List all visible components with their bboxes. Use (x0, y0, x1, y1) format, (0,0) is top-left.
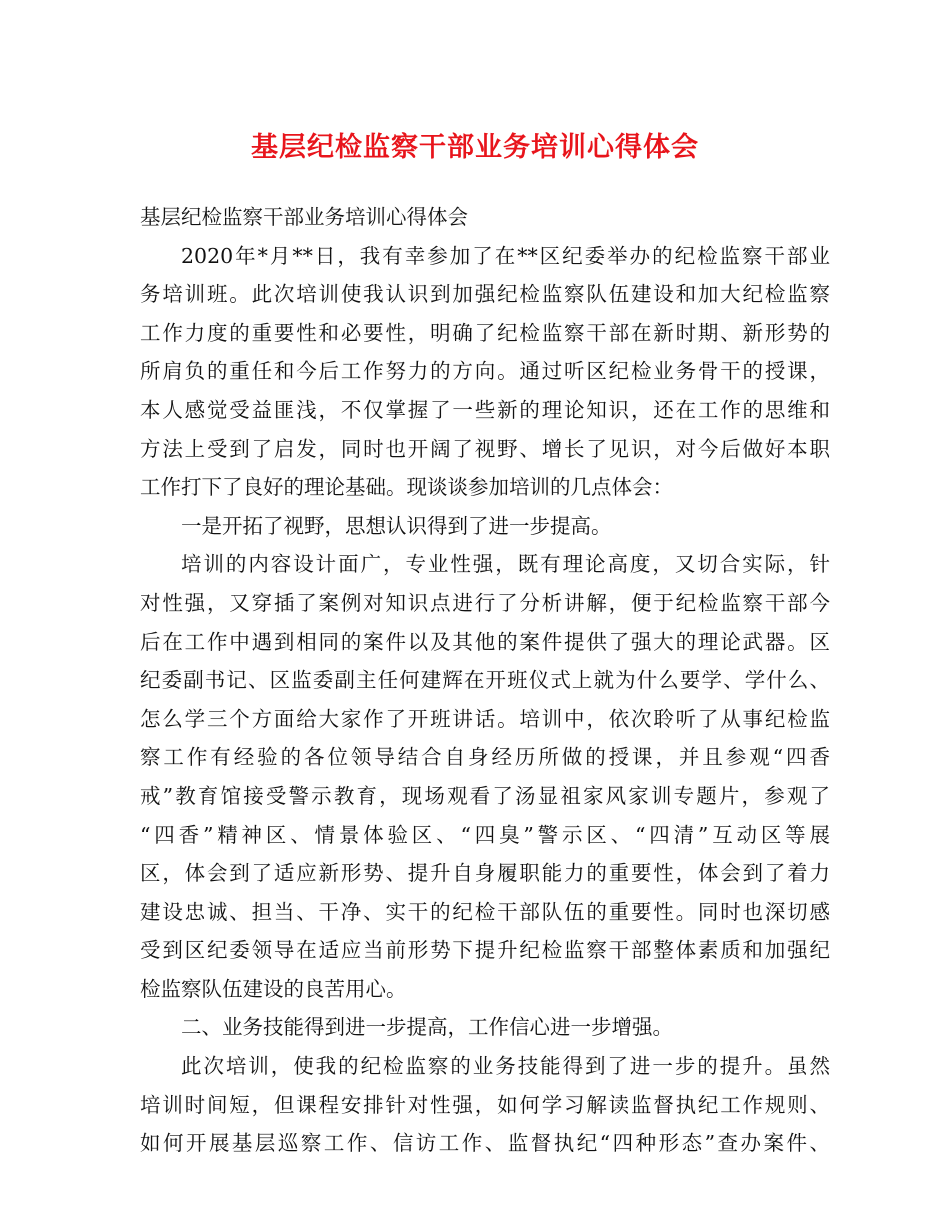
text-line: 培训的内容设计面广，专业性强，既有理论高度，又切合实际，针 (181, 552, 830, 577)
text-line: 戒”教育馆接受警示教育，现场观看了汤显祖家风家训专题片，参观了 (140, 783, 830, 808)
text-line: 本人感觉受益匪浅，不仅掌握了一些新的理论知识，还在工作的思维和 (140, 397, 830, 422)
text-line: 工作打下了良好的理论基础。现谈谈参加培训的几点体会： (140, 475, 673, 500)
text-line: 怎么学三个方面给大家作了开班讲话。培训中，依次聆听了从事纪检监 (140, 706, 830, 731)
text-line: 所肩负的重任和今后工作努力的方向。通过听区纪检业务骨干的授课， (140, 359, 830, 384)
text-line: 务培训班。此次培训使我认识到加强纪检监察队伍建设和加大纪检监察 (140, 282, 830, 307)
text-line: 方法上受到了启发，同时也开阔了视野、增长了见识，对今后做好本职 (140, 436, 830, 461)
text-line: 对性强，又穿插了案例对知识点进行了分析讲解，便于纪检监察干部今 (140, 590, 830, 615)
text-line: 受到区纪委领导在适应当前形势下提升纪检监察干部整体素质和加强纪 (140, 938, 830, 963)
paragraph (140, 1047, 830, 1163)
paragraph (140, 545, 830, 1008)
text-line: 基层纪检监察干部业务培训心得体会 (140, 205, 468, 229)
document-body (140, 198, 830, 1163)
text-line: 检监察队伍建设的良苦用心。 (140, 976, 407, 1001)
text-line: 建设忠诚、担当、干净、实干的纪检干部队伍的重要性。同时也深切感 (140, 899, 830, 924)
text-line: 2020年*月**日，我有幸参加了在**区纪委举办的纪检监察干部业 (181, 243, 830, 268)
paragraph (140, 198, 830, 237)
text-line: 此次培训，使我的纪检监察的业务技能得到了进一步的提升。虽然 (181, 1054, 830, 1079)
text-line: 察工作有经验的各位领导结合自身经历所做的授课，并且参观“四香 (140, 745, 830, 770)
paragraph (140, 507, 830, 546)
text-line: 工作力度的重要性和必要性，明确了纪检监察干部在新时期、新形势的 (140, 320, 830, 345)
text-line: 二、业务技能得到进一步提高，工作信心进一步增强。 (181, 1015, 673, 1040)
text-line: “四香”精神区、情景体验区、“四臭”警示区、“四清”互动区等展 (140, 822, 830, 847)
text-line: 区，体会到了适应新形势、提升自身履职能力的重要性，体会到了着力 (140, 861, 830, 886)
paragraph (140, 237, 830, 507)
text-line: 培训时间短，但课程安排针对性强，如何学习解读监督执纪工作规则、 (140, 1092, 830, 1117)
paragraph (140, 1008, 830, 1047)
text-line: 一是开拓了视野，思想认识得到了进一步提高。 (181, 513, 612, 538)
text-line: 纪委副书记、区监委副主任何建辉在开班仪式上就为什么要学、学什么、 (140, 668, 830, 693)
text-line: 如何开展基层巡察工作、信访工作、监督执纪“四种形态”查办案件、 (140, 1131, 830, 1156)
text-line: 后在工作中遇到相同的案件以及其他的案件提供了强大的理论武器。区 (140, 629, 830, 654)
document-title: 基层纪检监察干部业务培训心得体会 (251, 132, 699, 163)
